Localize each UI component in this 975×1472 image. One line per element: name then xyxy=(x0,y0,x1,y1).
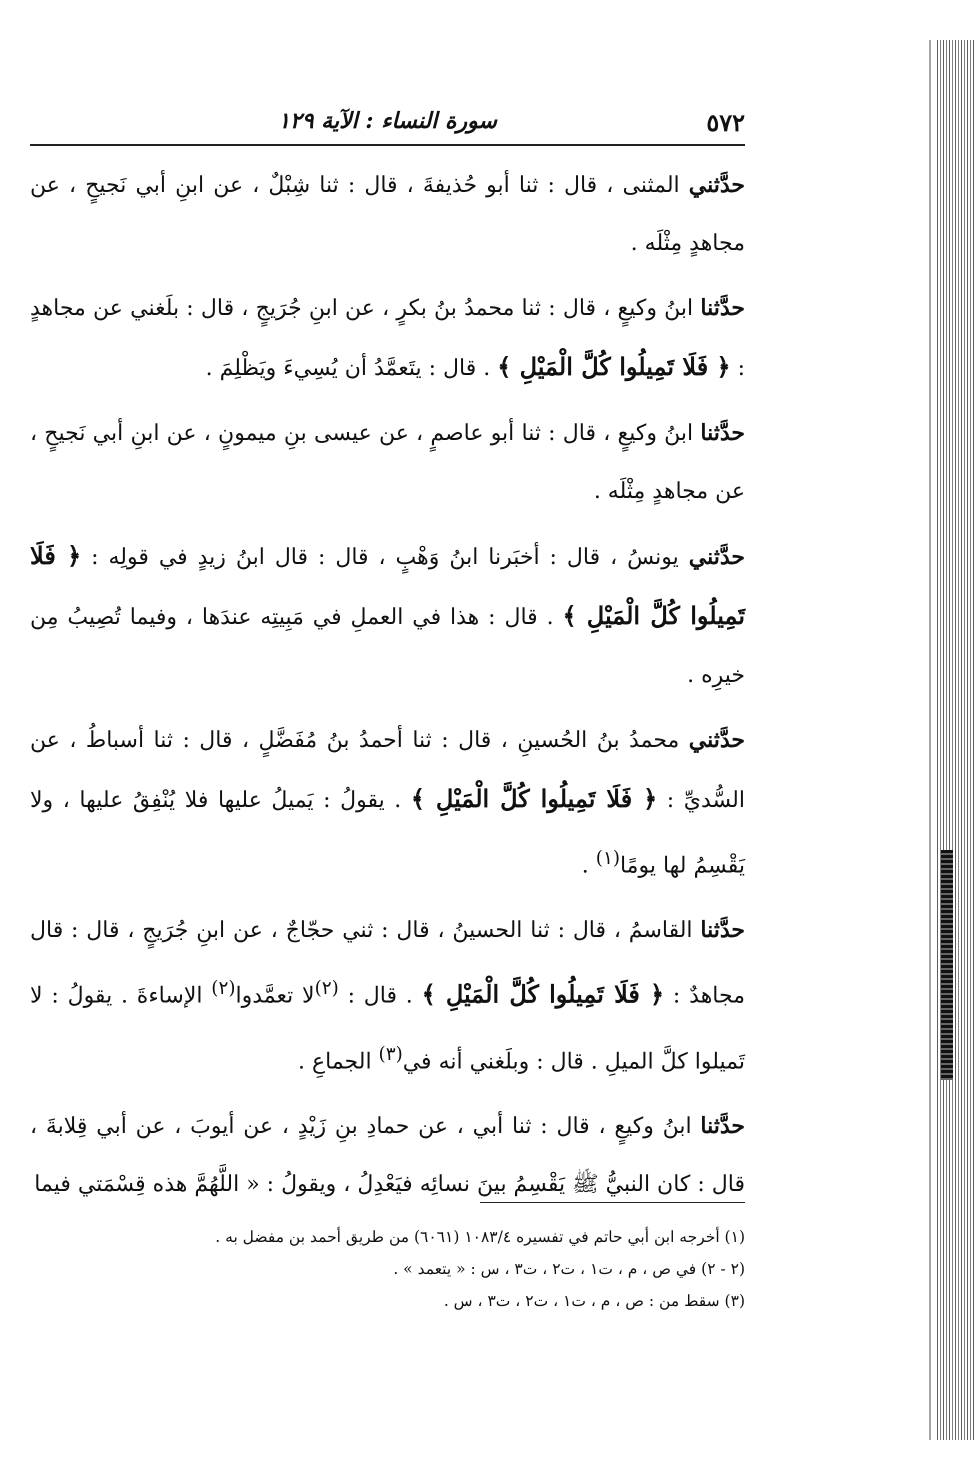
paragraph-text-end-2: الجماعِ . xyxy=(298,1048,379,1074)
paragraph-lead: حدَّثنا xyxy=(700,1112,745,1139)
page-header xyxy=(30,100,745,146)
footnote-divider xyxy=(480,1202,745,1203)
footnote-ref[interactable]: (١) xyxy=(595,848,620,869)
paragraph-text-mid: لا تعمَّدوا xyxy=(235,983,315,1009)
paragraph-text: يونسُ ، قال : أخبَرنا ابنُ وَهْبٍ ، قال : قال ابنُ زيدٍ في قولِه : xyxy=(81,545,689,570)
paragraph-text: ابنُ وكيعٍ ، قال : ثنا أبو عاصمٍ ، عن عيسى بنِ ميمونٍ ، عن ابنِ أبي نَجيحٍ ، عن مجاهدٍ مِثْلَه . xyxy=(30,421,745,504)
paragraph-text-after: . قال : xyxy=(338,983,422,1009)
paragraph-lead: حدَّثنا xyxy=(700,295,745,321)
body-text xyxy=(30,156,745,1214)
quran-verse: ﴿ فَلَا تَمِيلُوا كُلَّ الْمَيْلِ ﴾ xyxy=(410,784,658,813)
footnote-ref[interactable]: (٢) xyxy=(314,978,339,1000)
paragraph-5 xyxy=(30,711,745,895)
paragraph-lead: حدَّثني xyxy=(688,544,745,570)
paragraph-text-end: . xyxy=(581,853,596,879)
binding-mark xyxy=(941,850,953,1080)
footnote-3: (٣) سقط من : ص ، م ، ت١ ، ت٢ ، ت٣ ، س . xyxy=(443,1292,745,1310)
paragraph-text-after: . قال : يتَعمَّدُ أن يُسِيءَ ويَظْلِمَ . xyxy=(205,356,498,381)
paragraph-text: ابنُ وكيعٍ ، قال : ثنا أبي ، عن حمادِ بنِ زَيْدٍ ، عن أيوبَ ، عن أبي قِلابةَ ، قال : كان النبيُّ ﷺ يَقْسِمُ بينَ نسائِه فيَعْدِلُ ، ويقولُ : « اللَّهُمَّ هذه قِسْمَتي فيما xyxy=(30,1113,745,1197)
paragraph-lead: حدَّثني xyxy=(688,172,745,198)
paragraph-text: محمدُ بنُ الحُسينِ ، قال : ثنا أحمدُ بنُ مُفَضَّلٍ ، قال : ثنا أسباطُ ، عن السُّديِّ : xyxy=(30,728,745,813)
paragraph-text-end: الإساءةَ . يقولُ : لا تَميلوا كلَّ الميلِ . قال : وبلَغني أنه في xyxy=(30,983,745,1074)
paragraph-text: المثنى ، قال : ثنا أبو حُذيفةَ ، قال : ثنا شِبْلٌ ، عن ابنِ أبي نَجيحٍ ، عن مجاهدٍ مِثْلَه . xyxy=(30,173,745,256)
quran-verse: ﴿ فَلَا تَمِيلُوا كُلَّ الْمَيْلِ ﴾ xyxy=(30,541,745,630)
footnote-ref[interactable]: (٣) xyxy=(378,1043,403,1065)
paragraph-text-after: . يقولُ : يَميلُ عليها فلا يُنْفِقُ عليها ، ولا يَقْسِمُ لها يومًا xyxy=(30,788,745,879)
quran-verse: ﴿ فَلَا تَمِيلُوا كُلَّ الْمَيْلِ ﴾ xyxy=(497,352,731,381)
footnote-1: (١) أخرجه ابن أبي حاتم في تفسيره ١٠٨٣/٤ (٦٠٦١) من طريق أحمد بن مفضل به . xyxy=(215,1228,745,1246)
paragraph-4 xyxy=(30,527,745,705)
paragraph-text: القاسمُ ، قال : ثنا الحسينُ ، قال : ثني حجّاجٌ ، عن ابنِ جُرَيجٍ ، قال : قال مجاهدٌ : xyxy=(30,918,745,1009)
footnote-2: (٢ - ٢) في ص ، م ، ت١ ، ت٢ ، ت٣ ، س : « يتعمد » . xyxy=(393,1260,745,1278)
paragraph-6 xyxy=(30,901,745,1091)
quran-verse: ﴿ فَلَا تَمِيلُوا كُلَّ الْمَيْلِ ﴾ xyxy=(421,979,665,1009)
paragraph-7 xyxy=(30,1097,745,1214)
binding-edge xyxy=(937,40,975,1440)
paragraph-lead: حدَّثنا xyxy=(700,917,745,944)
paragraph-2 xyxy=(30,279,745,398)
footnotes xyxy=(30,1202,745,1317)
paragraph-1 xyxy=(30,156,745,273)
paragraph-lead: حدَّثنا xyxy=(700,420,745,446)
book-page xyxy=(30,100,745,1220)
paragraph-3 xyxy=(30,404,745,521)
paragraph-text: ابنُ وكيعٍ ، قال : ثنا محمدُ بنُ بكرٍ ، عن ابنِ جُرَيجٍ ، قال : بلَغني عن مجاهدٍ : xyxy=(30,296,745,381)
page-number: ٥٧٢ xyxy=(706,108,745,137)
paragraph-lead: حدَّثني xyxy=(688,727,745,753)
running-title: سورة النساء : الآية ١٢٩ xyxy=(278,108,497,134)
footnote-ref[interactable]: (٢) xyxy=(211,978,236,1000)
paragraph-text-after: . قال : هذا في العملِ في مَبِيتِه عندَها ، وفيما تُصِيبُ مِن خيرِه . xyxy=(30,605,745,688)
